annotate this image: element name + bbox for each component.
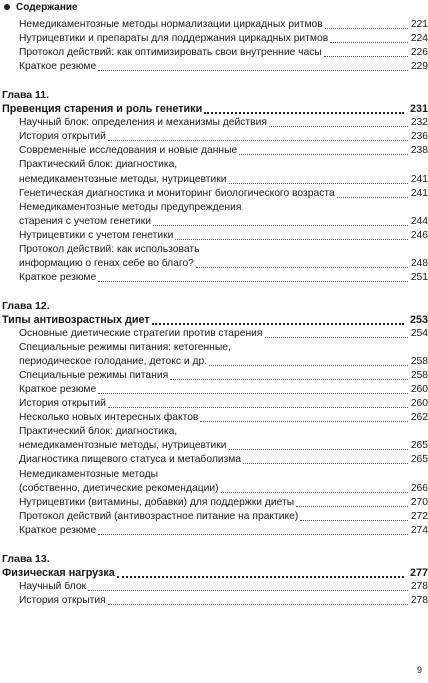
chapter-page: 231 <box>409 103 428 116</box>
toc-entry-label: История открытий <box>19 131 106 143</box>
dot-leader <box>239 145 408 155</box>
toc-entry[interactable] <box>19 257 428 271</box>
dot-leader <box>330 33 408 43</box>
toc-entry-page: 226 <box>410 47 428 59</box>
chapter-title: Превенция старения и роль генетики <box>2 103 203 116</box>
dot-leader <box>221 483 408 493</box>
dot-leader <box>204 103 404 114</box>
toc-entry-page: 238 <box>410 145 428 157</box>
toc-entry[interactable] <box>19 130 428 144</box>
dot-leader <box>98 384 408 394</box>
toc-entry-label: немедикаментозные методы, нутрицевтики <box>19 440 227 452</box>
chapter-title-row[interactable] <box>2 566 428 580</box>
toc-entry[interactable] <box>19 201 428 215</box>
toc-entry[interactable] <box>19 482 428 496</box>
toc-entry[interactable] <box>19 271 428 285</box>
toc-entry-page: 266 <box>410 482 428 494</box>
toc-entry[interactable] <box>19 425 428 439</box>
chapter-label: Глава 11. <box>2 89 50 102</box>
toc-entry-page: 260 <box>410 384 428 396</box>
toc-entry-page: 265 <box>410 454 428 466</box>
chapter-title: Физическая нагрузка <box>2 566 115 579</box>
toc-entry-label: Краткое резюме <box>19 384 97 396</box>
toc-entry-page: 278 <box>410 594 428 606</box>
toc-entry-label: Современные исследования и новые данные <box>19 145 238 157</box>
toc-entry-page: 258 <box>410 356 428 368</box>
toc-entry-page: 236 <box>410 131 428 143</box>
toc-entry[interactable] <box>19 60 428 74</box>
toc-entry[interactable] <box>19 229 428 243</box>
dot-leader <box>324 47 408 57</box>
running-header <box>4 0 78 14</box>
toc-entry-page: 229 <box>410 61 428 73</box>
toc-entry[interactable] <box>19 594 428 608</box>
toc-entry-label: Научный блок <box>19 580 87 592</box>
toc-entry-page: 270 <box>410 496 428 508</box>
toc-entry[interactable] <box>19 580 428 594</box>
dot-leader <box>229 174 408 184</box>
toc-entry[interactable] <box>19 383 428 397</box>
toc-entry-label: Генетическая диагностика и мониторинг биологического возраста <box>19 187 335 199</box>
dot-leader <box>152 314 404 325</box>
toc-entry-label: немедикаментозные методы, нутрицевтики <box>19 173 227 185</box>
chapter-label: Глава 13. <box>2 552 50 565</box>
toc-entry-label: Краткое резюме <box>19 61 97 73</box>
toc-entry-label: старения с учетом генетики <box>19 215 152 227</box>
dot-leader <box>98 525 408 535</box>
toc-entry-label: Нутрицевтики с учетом генетики <box>19 229 174 241</box>
toc-entry[interactable] <box>19 243 428 257</box>
dot-leader <box>175 230 408 240</box>
dot-leader <box>265 328 409 338</box>
toc-entry-label: История открытий <box>19 398 106 410</box>
toc-entry-label: Основные диетические стратегии против старения <box>19 328 263 339</box>
dot-leader <box>296 497 408 507</box>
chapter-title-row[interactable] <box>2 313 428 327</box>
toc-entry-page: 248 <box>410 257 428 269</box>
toc-entry[interactable] <box>19 173 428 187</box>
toc-entry[interactable] <box>19 369 428 383</box>
toc-entry[interactable] <box>19 46 428 60</box>
toc-entry-page: 254 <box>410 328 428 339</box>
chapter-title: Типы антивозрастных диет <box>2 313 150 326</box>
toc-entry-label: Специальные режимы питания: кетогенные, <box>19 342 231 354</box>
toc-entry-page: 251 <box>410 271 428 283</box>
dot-leader <box>229 440 408 450</box>
bullet-icon <box>4 4 10 10</box>
toc-entry[interactable] <box>19 215 428 229</box>
toc-entry-page: 241 <box>410 173 428 185</box>
toc-entry-page: 274 <box>410 524 428 536</box>
toc-entry-page: 221 <box>410 19 428 30</box>
dot-leader <box>337 188 408 198</box>
toc-entry[interactable] <box>19 510 428 524</box>
toc-entry-page: 260 <box>410 398 428 410</box>
dot-leader <box>108 131 408 141</box>
toc-entry-label: Немедикаментозные методы <box>19 468 159 480</box>
toc-entry-page: 232 <box>410 117 428 129</box>
dot-leader <box>209 356 408 366</box>
toc-entry[interactable] <box>19 187 428 201</box>
dot-leader <box>98 61 408 71</box>
toc-entry[interactable] <box>19 327 428 341</box>
toc-entry-label: Немедикаментозные методы предупреждения <box>19 201 242 213</box>
dot-leader <box>170 370 408 380</box>
dot-leader <box>325 19 408 29</box>
toc-entry-label: информацию о генах себе во благо? <box>19 257 194 269</box>
chapter-label: Глава 12. <box>2 299 50 312</box>
dot-leader <box>300 511 408 521</box>
dot-leader <box>243 454 408 464</box>
toc-entry[interactable] <box>19 439 428 453</box>
dot-leader <box>196 258 408 268</box>
toc-entry[interactable] <box>19 341 428 355</box>
toc-entry-label: (собственно, диетические рекомендации) <box>19 482 219 494</box>
dot-leader <box>153 216 408 226</box>
toc-entry-label: Нутрицевтики и препараты для поддержания циркадных ритмов <box>19 33 329 45</box>
page-number: 9 <box>416 665 422 675</box>
dot-leader <box>117 567 404 578</box>
chapter-page: 277 <box>409 566 428 579</box>
dot-leader <box>108 595 408 605</box>
toc-entry[interactable] <box>19 32 428 46</box>
toc-entry-label: Краткое резюме <box>19 524 97 536</box>
dot-leader <box>98 272 408 282</box>
dot-leader <box>269 117 408 127</box>
toc-entry[interactable] <box>19 158 428 172</box>
toc-entry-label: Нутрицевтики (витамины, добавки) для поддержки диеты <box>19 496 295 508</box>
toc-entry[interactable] <box>19 397 428 411</box>
toc-entry-page: 246 <box>410 229 428 241</box>
toc-entry-label: Практический блок: диагностика, <box>19 159 178 171</box>
toc-entry-label: История открытия <box>19 594 106 606</box>
chapter-page: 253 <box>409 313 428 326</box>
dot-leader <box>200 412 408 422</box>
toc-entry[interactable] <box>19 144 428 158</box>
toc-entry[interactable] <box>19 453 428 467</box>
toc-entry-label: Немедикаментозные методы нормализации циркадных ритмов <box>19 19 323 30</box>
toc-entry[interactable] <box>19 468 428 482</box>
toc-entry-page: 278 <box>410 580 428 592</box>
header-title: Содержание <box>16 1 78 13</box>
toc-entry[interactable] <box>19 411 428 425</box>
toc-entry-page: 224 <box>410 33 428 45</box>
toc-entry[interactable] <box>19 355 428 369</box>
toc-entry-label: Протокол действий: как использовать <box>19 243 200 255</box>
toc-entry-label: Краткое резюме <box>19 271 97 283</box>
toc-entry-page: 258 <box>410 370 428 382</box>
toc-entry-label: Практический блок: диагностика, <box>19 426 178 438</box>
toc-entry-label: периодическое голодание, детокс и др. <box>19 356 208 368</box>
toc-entry-label: Протокол действий: как оптимизировать свои внутренние часы <box>19 47 322 59</box>
toc-entry-page: 262 <box>410 412 428 424</box>
dot-leader <box>88 581 408 591</box>
toc-entry-page: 265 <box>410 440 428 452</box>
toc-entry[interactable] <box>19 116 428 130</box>
toc-entry-label: Специальные режимы питания <box>19 370 169 382</box>
toc-entry-label: Научный блок: определения и механизмы действия <box>19 117 267 129</box>
toc-entry-page: 272 <box>410 510 428 522</box>
toc-entry-page: 241 <box>410 187 428 199</box>
toc-entry-label: Протокол действий (антивозрастное питание на практике) <box>19 510 299 522</box>
toc-entry-page: 244 <box>410 215 428 227</box>
toc-entry[interactable] <box>19 18 428 32</box>
toc-entry-label: Диагностика пищевого статуса и метаболизма <box>19 454 242 466</box>
toc-entry[interactable] <box>19 524 428 538</box>
chapter-title-row[interactable] <box>2 102 428 116</box>
toc-entry[interactable] <box>19 496 428 510</box>
toc-entry-label: Несколько новых интересных фактов <box>19 412 199 424</box>
dot-leader <box>108 398 408 408</box>
